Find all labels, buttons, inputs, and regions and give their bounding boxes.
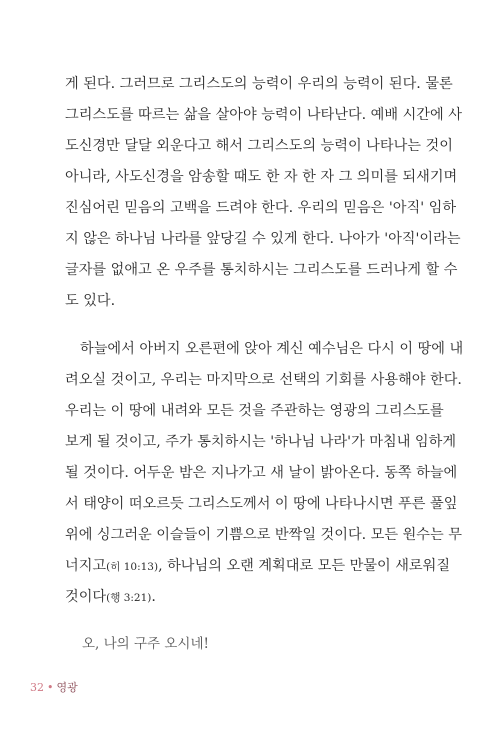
footer-separator: • — [47, 681, 54, 694]
closing-exclamation: 오, 나의 구주 오시네! — [82, 636, 209, 652]
body-line: 그리스도를 따르는 삶을 살아야 능력이 나타난다. 예배 시간에 사 — [65, 107, 462, 123]
body-line: 진심어린 믿음의 고백을 드려야 한다. 우리의 믿음은 '아직' 임하 — [65, 200, 457, 216]
scripture-reference: (행 3:21) — [106, 592, 152, 604]
body-line: 아니라, 사도신경을 암송할 때도 한 자 한 자 그 의미를 되새기며 — [65, 169, 458, 185]
reference-line-text: 너지고(히 10:13) — [65, 558, 159, 574]
scripture-reference: (히 10:13) — [106, 561, 159, 573]
body-line: 글자를 없애고 온 우주를 통치하시는 그리스도를 드러나게 할 수 — [65, 262, 458, 278]
body-line: 우리는 이 땅에 내려와 모든 것을 주관하는 영광의 그리스도를 — [65, 403, 444, 419]
book-title: 영광 — [56, 681, 78, 694]
body-line: 서 태양이 떠오르듯 그리스도께서 이 땅에 나타나시면 푸른 풀잎 — [65, 496, 458, 512]
body-line: 게 된다. 그러므로 그리스도의 능력이 우리의 능력이 된다. 물론 — [65, 76, 453, 92]
body-line: 려오실 것이고, 우리는 마지막으로 선택의 기회를 사용해야 한다. — [65, 372, 462, 388]
page-number: 32 — [30, 681, 44, 694]
reference-line-rest: , 하나님의 오랜 계획대로 모든 만물이 새로워질 — [158, 558, 451, 574]
body-line-with-reference — [65, 556, 451, 577]
page-footer — [30, 681, 78, 695]
body-line: 보게 될 것이고, 주가 통치하시는 '하나님 나라'가 마침내 임하게 — [65, 434, 457, 450]
body-line: 도 있다. — [65, 293, 116, 309]
body-line-with-reference: 것이다(행 3:21). — [65, 589, 156, 605]
body-line: 위에 싱그러운 이슬들이 기쁨으로 반짝일 것이다. 모든 원수는 무 — [65, 527, 462, 543]
body-line: 하늘에서 아버지 오른편에 앉아 계신 예수님은 다시 이 땅에 내 — [80, 341, 464, 357]
body-line: 될 것이다. 어두운 밤은 지나가고 새 날이 밝아온다. 동쪽 하늘에 — [65, 465, 458, 481]
body-line: 도신경만 달달 외운다고 해서 그리스도의 능력이 나타나는 것이 — [65, 138, 453, 154]
body-line: 지 않은 하나님 나라를 앞당길 수 있게 한다. 나아가 '아직'이라는 — [65, 231, 461, 247]
